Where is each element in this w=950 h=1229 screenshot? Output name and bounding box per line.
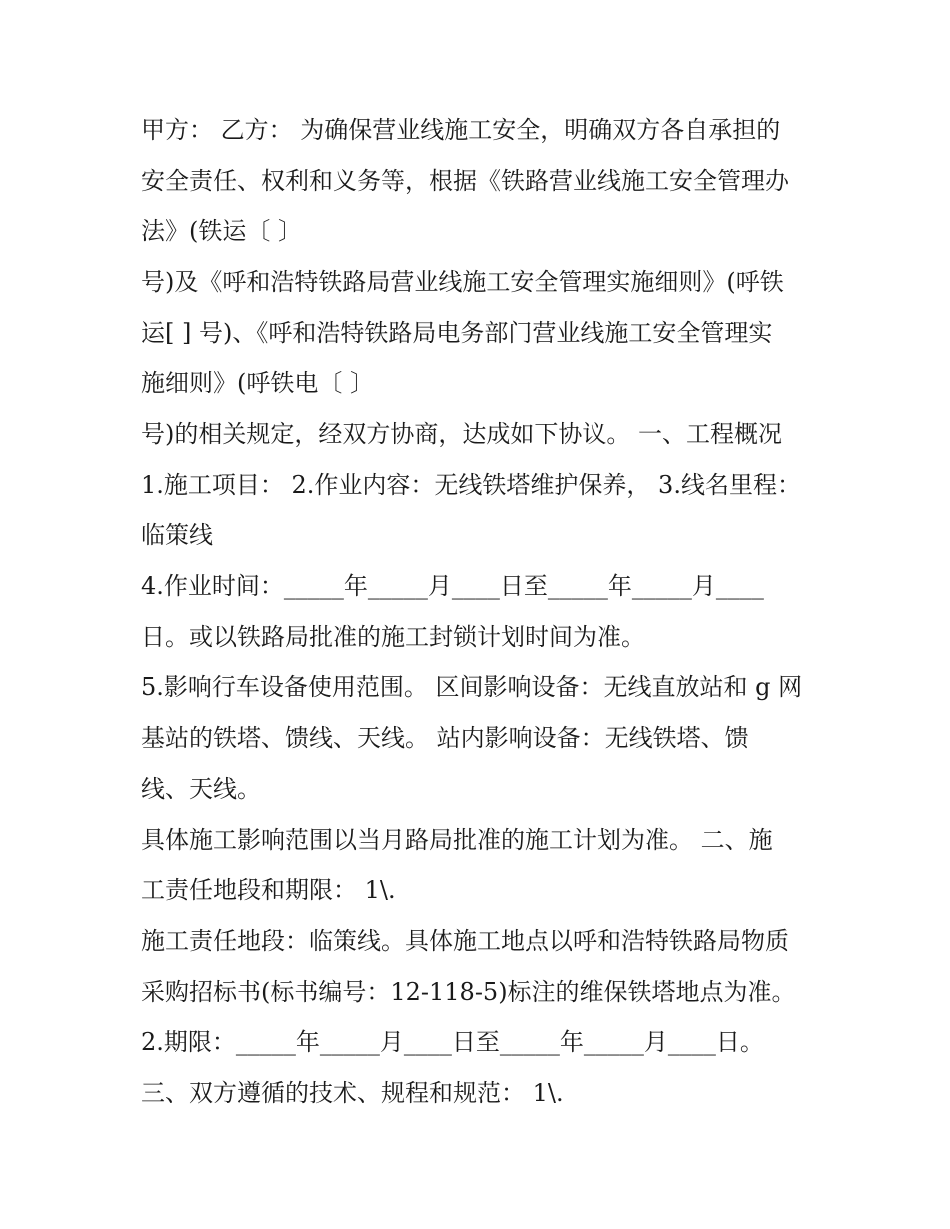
text-line: 具体施工影响范围以当月路局批准的施工计划为准。 二、施 (141, 826, 773, 854)
text-line: 施细则》(呼铁电〔 〕 (141, 369, 374, 397)
text-line: 号)的相关规定，经双方协商，达成如下协议。 一、工程概况 (141, 420, 782, 448)
text-line: 工责任地段和期限： 1\. (141, 876, 396, 904)
text-line: 施工责任地段：临策线。具体施工地点以呼和浩特铁路局物质 (141, 927, 789, 955)
text-line: 1.施工项目： 2.作业内容：无线铁塔维护保养， 3.线名里程： (141, 471, 801, 499)
text-line: 安全责任、权利和义务等，根据《铁路营业线施工安全管理办 (141, 167, 789, 195)
text-line: 临策线 (141, 521, 213, 549)
text-line: 采购招标书(标书编号：12-118-5)标注的维保铁塔地点为准。 (141, 978, 796, 1006)
text-line: 号)及《呼和浩特铁路局营业线施工安全管理实施细则》(呼铁 (141, 268, 784, 296)
text-line: 法》(铁运〔 〕 (141, 217, 302, 245)
text-line: 5.影响行车设备使用范围。 区间影响设备：无线直放站和 g 网 (141, 673, 803, 701)
text-line: 线、天线。 (141, 775, 261, 803)
text-line: 基站的铁塔、馈线、天线。 站内影响设备：无线铁塔、馈 (141, 724, 749, 752)
text-line: 2.期限：_____年_____月____日至_____年_____月____日。 (141, 1028, 764, 1056)
text-line: 甲方： 乙方： 为确保营业线施工安全，明确双方各自承担的 (141, 116, 781, 144)
text-line: 三、双方遵循的技术、规程和规范： 1\. (141, 1079, 564, 1107)
text-line: 运[ ] 号)、《呼和浩特铁路局电务部门营业线施工安全管理实 (141, 319, 773, 347)
text-line: 日。或以铁路局批准的施工封锁计划时间为准。 (141, 623, 645, 651)
text-line: 4.作业时间：_____年_____月____日至_____年_____月____ (141, 572, 764, 600)
